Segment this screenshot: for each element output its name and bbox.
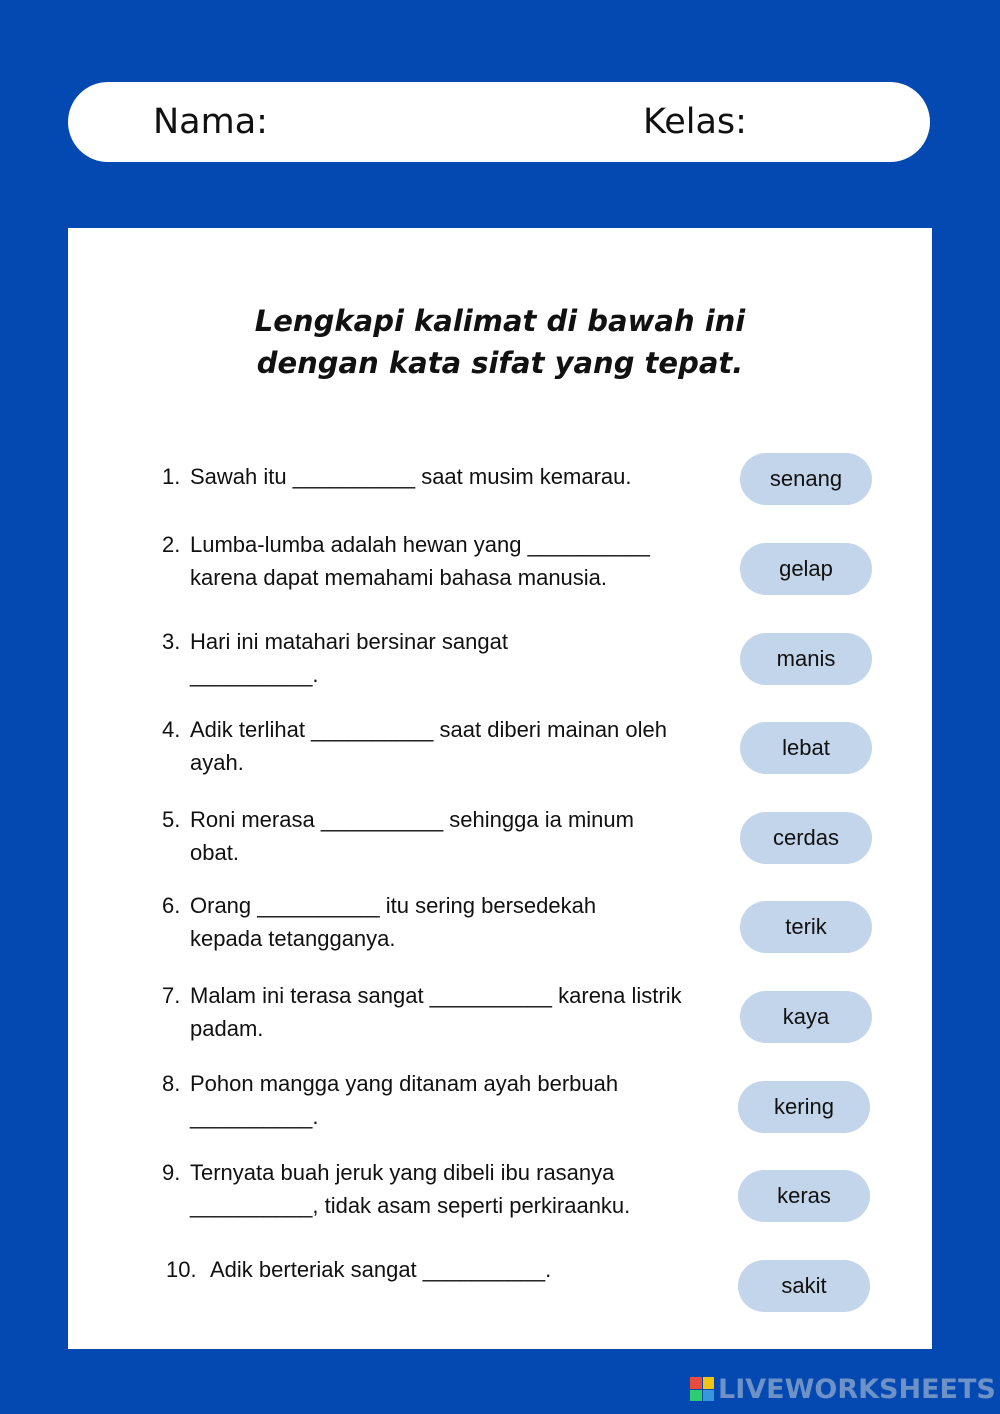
instructions-title: Lengkapi kalimat di bawah ini dengan kata sifat yang tepat. (254, 304, 746, 380)
question-9 (162, 1156, 682, 1222)
question-6 (162, 889, 662, 955)
question-text: Pohon mangga yang ditanam ayah berbuah __________. (190, 1071, 619, 1129)
logo-letter-e (703, 1390, 715, 1402)
option-terik[interactable]: terik (740, 901, 872, 953)
question-number: 10. (166, 1257, 197, 1282)
question-number: 3. (162, 629, 181, 654)
question-5 (162, 803, 682, 869)
option-manis[interactable]: manis (740, 633, 872, 685)
option-sakit[interactable]: sakit (738, 1260, 870, 1312)
question-text: Lumba-lumba adalah hewan yang __________ karena dapat memahami bahasa manusia. (190, 532, 650, 590)
question-text: Adik terlihat __________ saat diberi mainan oleh ayah. (190, 717, 667, 775)
question-number: 1. (162, 464, 181, 489)
question-number: 7. (162, 983, 181, 1008)
question-number: 4. (162, 717, 181, 742)
question-number: 5. (162, 807, 181, 832)
name-class-header (68, 82, 930, 162)
name-label: Nama: (153, 102, 268, 142)
question-7 (162, 979, 682, 1045)
question-text: Hari ini matahari bersinar sangat __________. (190, 629, 508, 687)
question-4 (162, 713, 722, 779)
worksheet-card (68, 228, 932, 1349)
question-text: Ternyata buah jeruk yang dibeli ibu rasanya __________, tidak asam seperti perkiraanku. (190, 1160, 631, 1218)
question-number: 8. (162, 1071, 181, 1096)
question-number: 6. (162, 893, 181, 918)
question-text: Malam ini terasa sangat __________ karena listrik padam. (190, 983, 682, 1041)
liveworksheets-brand: LIVEWORKSHEETS (718, 1373, 996, 1405)
question-2 (162, 528, 722, 594)
question-3 (162, 625, 562, 691)
logo-letter-i (703, 1377, 715, 1389)
question-10 (166, 1253, 686, 1286)
option-cerdas[interactable]: cerdas (740, 812, 872, 864)
option-kering[interactable]: kering (738, 1081, 870, 1133)
question-number: 9. (162, 1160, 181, 1185)
liveworksheets-logo-icon (690, 1377, 714, 1401)
option-kaya[interactable]: kaya (740, 991, 872, 1043)
option-gelap[interactable]: gelap (740, 543, 872, 595)
question-1 (162, 460, 722, 493)
question-8 (162, 1067, 662, 1133)
option-senang[interactable]: senang (740, 453, 872, 505)
class-label: Kelas: (643, 102, 747, 142)
question-number: 2. (162, 532, 181, 557)
liveworksheets-logo (690, 1374, 996, 1404)
option-keras[interactable]: keras (738, 1170, 870, 1222)
option-lebat[interactable]: lebat (740, 722, 872, 774)
question-text: Roni merasa __________ sehingga ia minum obat. (190, 807, 634, 865)
question-text: Adik berteriak sangat __________. (210, 1257, 552, 1282)
logo-letter-v (690, 1390, 702, 1402)
question-text: Sawah itu __________ saat musim kemarau. (190, 464, 632, 489)
question-text: Orang __________ itu sering bersedekah kepada tetangganya. (190, 893, 597, 951)
logo-letter-l (690, 1377, 702, 1389)
